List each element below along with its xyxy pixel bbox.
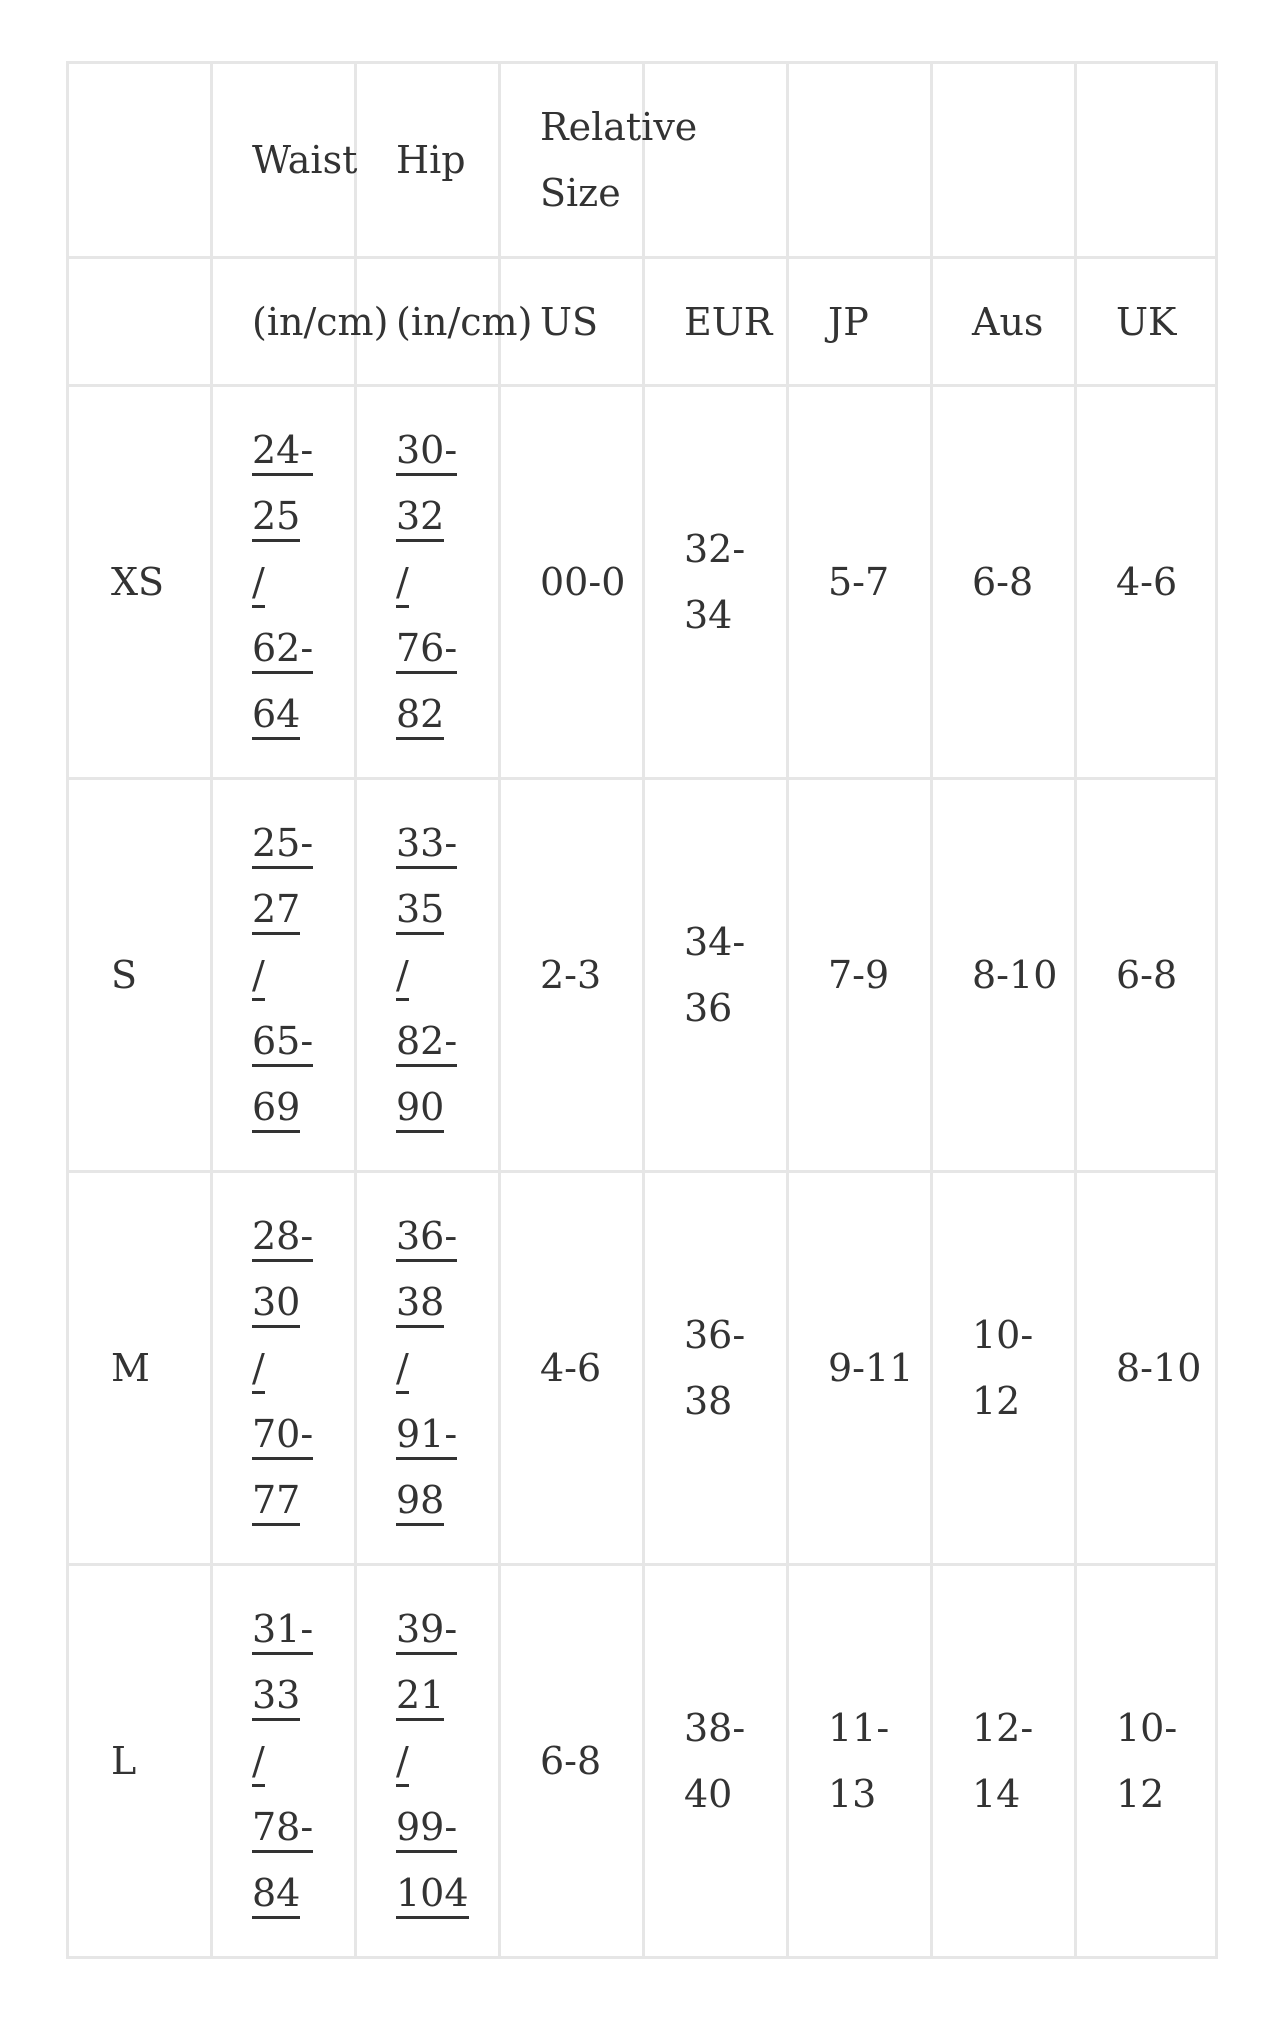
- waist-measurement-link-part[interactable]: 24-: [252, 428, 313, 476]
- hip-measurement-link-part[interactable]: 33-: [396, 821, 457, 869]
- header-waist: Waist: [212, 63, 356, 258]
- hip-measurement-link-part[interactable]: 36-: [396, 1214, 457, 1262]
- us-size: 00-0: [500, 386, 644, 779]
- hip-measurement-link-part[interactable]: 38: [396, 1280, 444, 1328]
- hip-measurement-link-part[interactable]: /: [396, 560, 409, 608]
- jp-size: 5-7: [788, 386, 932, 779]
- hip-measurement-link-part[interactable]: 39-: [396, 1607, 457, 1655]
- waist-measurement-link-part[interactable]: 64: [252, 692, 300, 740]
- hip-measurement-link-part[interactable]: 104: [396, 1871, 469, 1919]
- jp-size: 9-11: [788, 1172, 932, 1565]
- waist-measurement-link-part[interactable]: 28-: [252, 1214, 313, 1262]
- waist-measurement-link-part[interactable]: 78-: [252, 1805, 313, 1853]
- waist-measurement-link[interactable]: [212, 779, 356, 1172]
- waist-measurement-link-part[interactable]: 70-: [252, 1412, 313, 1460]
- header-cell: [788, 63, 932, 258]
- hip-measurement-link-part[interactable]: /: [396, 1739, 409, 1787]
- hip-measurement-link-part[interactable]: /: [396, 1346, 409, 1394]
- waist-measurement-link[interactable]: [212, 1565, 356, 1958]
- waist-measurement-link-part[interactable]: /: [252, 953, 265, 1001]
- hip-measurement-link[interactable]: [356, 779, 500, 1172]
- waist-measurement-link-part[interactable]: /: [252, 560, 265, 608]
- uk-size: 4-6: [1076, 386, 1217, 779]
- waist-measurement-link-part[interactable]: /: [252, 1346, 265, 1394]
- hip-measurement-link-part[interactable]: 99-: [396, 1805, 457, 1853]
- header-eur: EUR: [644, 258, 788, 386]
- hip-measurement-link-part[interactable]: 90: [396, 1085, 444, 1133]
- waist-measurement-link-part[interactable]: 25-: [252, 821, 313, 869]
- hip-measurement-link-part[interactable]: 98: [396, 1478, 444, 1526]
- waist-measurement-link-part[interactable]: 69: [252, 1085, 300, 1133]
- hip-measurement-link[interactable]: [356, 1565, 500, 1958]
- uk-size: 10-12: [1076, 1565, 1217, 1958]
- jp-size: 11-13: [788, 1565, 932, 1958]
- table-row: [68, 779, 1217, 1172]
- header-uk: UK: [1076, 258, 1217, 386]
- size-label: L: [68, 1565, 212, 1958]
- waist-measurement-link-part[interactable]: 30: [252, 1280, 300, 1328]
- header-cell: [1076, 63, 1217, 258]
- header-waist-unit: (in/cm): [212, 258, 356, 386]
- hip-measurement-link-part[interactable]: 76-: [396, 626, 457, 674]
- aus-size: 12-14: [932, 1565, 1076, 1958]
- table-row: [68, 1172, 1217, 1565]
- waist-measurement-link-part[interactable]: 62-: [252, 626, 313, 674]
- eur-size: 34-36: [644, 779, 788, 1172]
- us-size: 2-3: [500, 779, 644, 1172]
- uk-size: 8-10: [1076, 1172, 1217, 1565]
- header-cell: [932, 63, 1076, 258]
- header-cell: [68, 258, 212, 386]
- waist-measurement-link-part[interactable]: 27: [252, 887, 300, 935]
- header-aus: Aus: [932, 258, 1076, 386]
- header-row-1: [68, 63, 1217, 258]
- table-row: [68, 386, 1217, 779]
- header-hip-unit: (in/cm): [356, 258, 500, 386]
- hip-measurement-link-part[interactable]: 21: [396, 1673, 444, 1721]
- hip-measurement-link-part[interactable]: 32: [396, 494, 444, 542]
- eur-size: 38-40: [644, 1565, 788, 1958]
- waist-measurement-link[interactable]: [212, 1172, 356, 1565]
- eur-size: 32-34: [644, 386, 788, 779]
- hip-measurement-link[interactable]: [356, 1172, 500, 1565]
- us-size: 6-8: [500, 1565, 644, 1958]
- header-hip: Hip: [356, 63, 500, 258]
- waist-measurement-link-part[interactable]: /: [252, 1739, 265, 1787]
- uk-size: 6-8: [1076, 779, 1217, 1172]
- waist-measurement-link-part[interactable]: 31-: [252, 1607, 313, 1655]
- waist-measurement-link-part[interactable]: 84: [252, 1871, 300, 1919]
- waist-measurement-link-part[interactable]: 25: [252, 494, 300, 542]
- header-row-2: [68, 258, 1217, 386]
- hip-measurement-link-part[interactable]: 35: [396, 887, 444, 935]
- jp-size: 7-9: [788, 779, 932, 1172]
- table-row: [68, 1565, 1217, 1958]
- waist-measurement-link-part[interactable]: 65-: [252, 1019, 313, 1067]
- size-chart-table: [66, 61, 1218, 1959]
- header-us: US: [500, 258, 644, 386]
- size-label: M: [68, 1172, 212, 1565]
- waist-measurement-link-part[interactable]: 77: [252, 1478, 300, 1526]
- hip-measurement-link[interactable]: [356, 386, 500, 779]
- waist-measurement-link-part[interactable]: 33: [252, 1673, 300, 1721]
- hip-measurement-link-part[interactable]: 30-: [396, 428, 457, 476]
- aus-size: 8-10: [932, 779, 1076, 1172]
- header-cell: [68, 63, 212, 258]
- size-label: XS: [68, 386, 212, 779]
- size-label: S: [68, 779, 212, 1172]
- aus-size: 10-12: [932, 1172, 1076, 1565]
- hip-measurement-link-part[interactable]: 82: [396, 692, 444, 740]
- header-jp: JP: [788, 258, 932, 386]
- eur-size: 36-38: [644, 1172, 788, 1565]
- aus-size: 6-8: [932, 386, 1076, 779]
- header-cell: [644, 63, 788, 258]
- us-size: 4-6: [500, 1172, 644, 1565]
- hip-measurement-link-part[interactable]: 91-: [396, 1412, 457, 1460]
- header-relative-size: Relative Size: [500, 63, 644, 258]
- waist-measurement-link[interactable]: [212, 386, 356, 779]
- hip-measurement-link-part[interactable]: 82-: [396, 1019, 457, 1067]
- hip-measurement-link-part[interactable]: /: [396, 953, 409, 1001]
